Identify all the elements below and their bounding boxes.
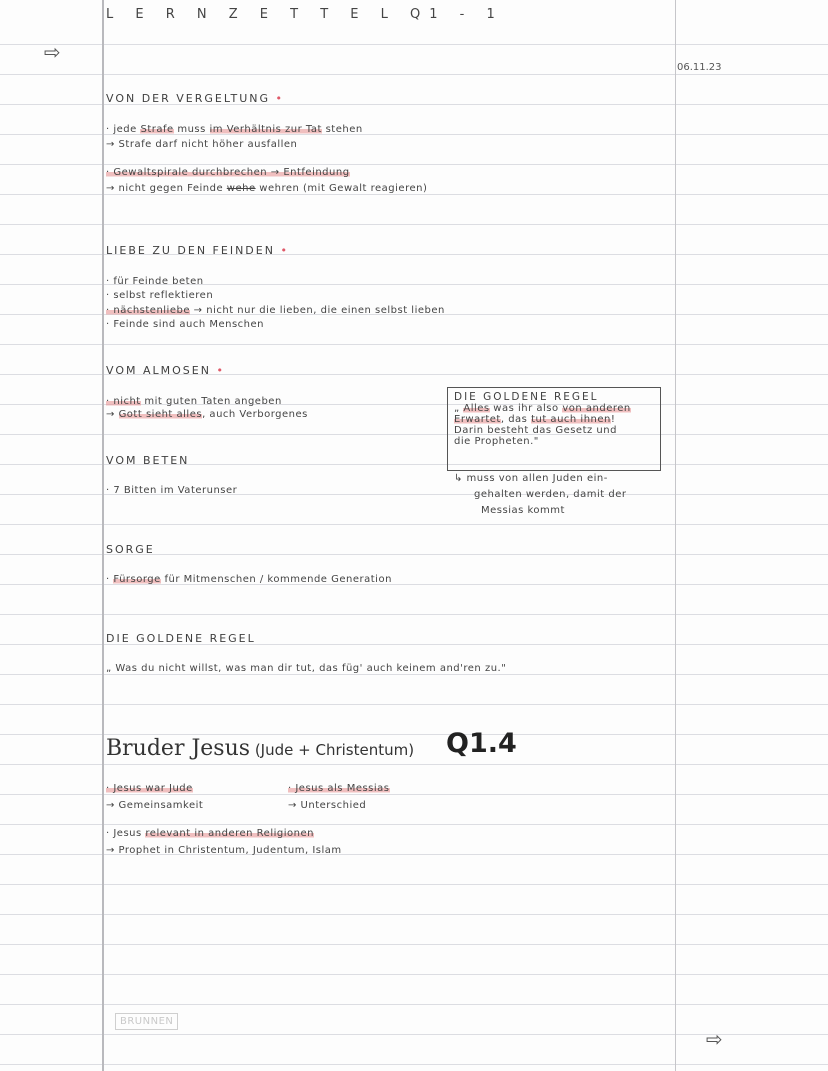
feinden-line-1: · für Feinde beten	[106, 276, 204, 287]
box-line-2: Erwartet, das tut auch ihnen!	[454, 414, 616, 425]
feinden-line-4: · Feinde sind auch Menschen	[106, 319, 264, 330]
vergeltung-line-1: · jede Strafe muss im Verhältnis zur Tat stehen	[106, 124, 363, 135]
bruder-line-4: → Prophet in Christentum, Judentum, Islam	[106, 845, 342, 856]
almosen-line-1: · nicht mit guten Taten angeben	[106, 396, 282, 407]
almosen-line-2: → Gott sieht alles, auch Verborgenes	[106, 409, 308, 420]
section-heading-sorge: SORGE	[106, 543, 155, 556]
page-title: L E R N Z E T T E L Q1 - 1	[106, 7, 504, 22]
beten-line-1: · 7 Bitten im Vaterunser	[106, 485, 238, 496]
section-heading-vergeltung: VON DER VERGELTUNG •	[106, 92, 285, 105]
bruder-col2-line-1: · Jesus als Messias	[288, 783, 390, 794]
box-line-3: Darin besteht das Gesetz und	[454, 425, 617, 436]
regel-quote: „ Was du nicht willst, was man dir tut, das füg' auch keinem and'ren zu."	[106, 663, 507, 674]
bruder-col1-line-2: → Gemeinsamkeit	[106, 800, 204, 811]
section-heading-beten: VOM BETEN	[106, 454, 190, 467]
feinden-line-2: · selbst reflektieren	[106, 290, 214, 301]
vergeltung-line-2: → Strafe darf nicht höher ausfallen	[106, 139, 298, 150]
left-margin-line	[102, 0, 104, 1071]
vergeltung-line-3: · Gewaltspirale durchbrechen → Entfeindung	[106, 167, 350, 178]
box-line-1: „ Alles was ihr also von anderen	[454, 403, 631, 414]
box-title: DIE GOLDENE REGEL	[454, 391, 599, 403]
box-note-line-3: Messias kommt	[481, 505, 565, 516]
box-note-line-2: gehalten werden, damit der	[474, 489, 627, 500]
vergeltung-line-4: → nicht gegen Feinde wehe wehren (mit Gewalt reagieren)	[106, 183, 428, 194]
sorge-line-1: · Fürsorge für Mitmenschen / kommende Generation	[106, 574, 392, 585]
section-heading-regel: DIE GOLDENE REGEL	[106, 632, 256, 645]
section-heading-feinden: LIEBE ZU DEN FEINDEN •	[106, 244, 289, 257]
golden-rule-box	[447, 387, 661, 471]
bruder-jesus-title: Bruder Jesus (Jude + Christentum)	[106, 736, 415, 761]
right-margin-line	[675, 0, 676, 1071]
box-line-4: die Propheten."	[454, 436, 539, 447]
arrow-right-icon-bottom: ⇨	[706, 1027, 723, 1051]
bruder-col1-line-1: · Jesus war Jude	[106, 783, 193, 794]
bruder-col2-line-2: → Unterschied	[288, 800, 367, 811]
feinden-line-3: · nächstenliebe → nicht nur die lieben, die einen selbst lieben	[106, 305, 445, 316]
brand-logo: BRUNNEN	[115, 1013, 178, 1030]
date-label: 06.11.23	[677, 62, 722, 73]
box-note-line-1: ↳ muss von allen Juden ein-	[454, 473, 608, 484]
chapter-code: Q1.4	[446, 728, 517, 759]
bruder-line-3: · Jesus relevant in anderen Religionen	[106, 828, 314, 839]
section-heading-almosen: VOM ALMOSEN •	[106, 364, 225, 377]
arrow-right-icon: ⇨	[44, 40, 61, 64]
